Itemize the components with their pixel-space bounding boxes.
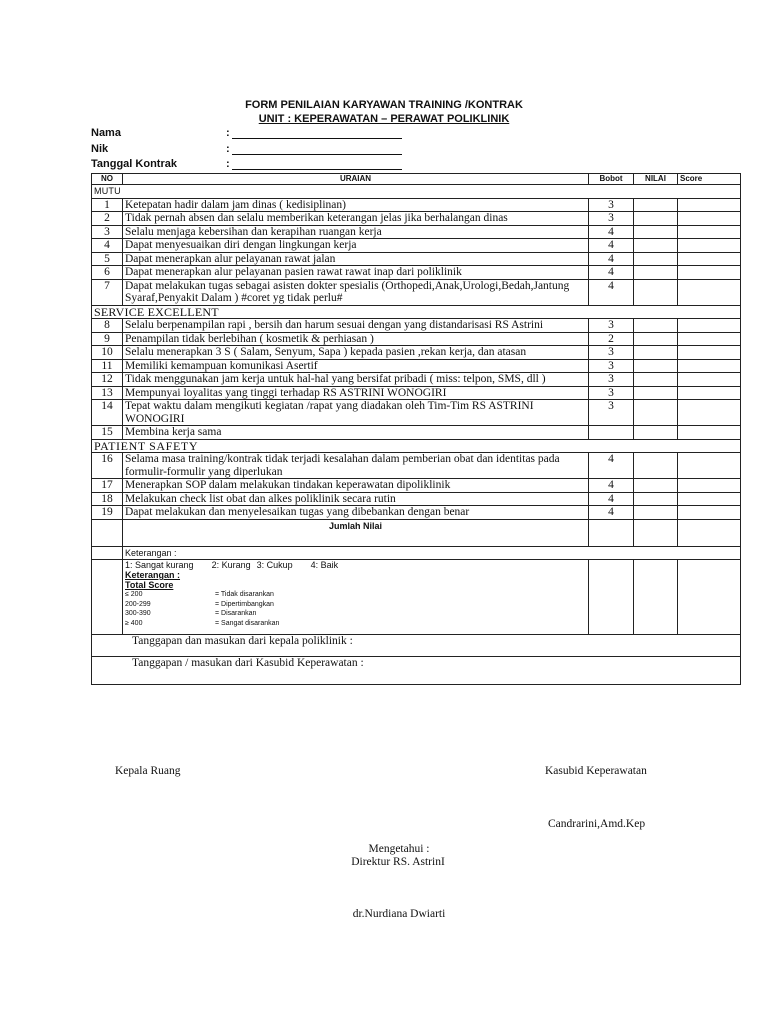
row-score-cell[interactable] (678, 359, 741, 373)
row-nilai-cell[interactable] (634, 400, 678, 426)
jumlah-nilai-cell[interactable] (634, 519, 678, 546)
row-number: 15 (92, 426, 123, 440)
row-bobot: 3 (589, 198, 634, 212)
row-score-cell[interactable] (678, 453, 741, 479)
row-criteria-text: Selama masa training/kontrak tidak terjadi kesalahan dalam pemberian obat dan identitas pada formulir-formulir yang diperlukan (123, 453, 589, 479)
col-header-no: NO (92, 174, 123, 185)
assessment-table (91, 173, 741, 685)
row-criteria-text: Memiliki kemampuan komunikasi Asertif (123, 359, 589, 373)
row-number: 14 (92, 400, 123, 426)
row-criteria-text: Penampilan tidak berlebihan ( kosmetik & perhiasan ) (123, 332, 589, 346)
table-row (92, 386, 741, 400)
row-number: 1 (92, 198, 123, 212)
row-nilai-cell[interactable] (634, 479, 678, 493)
row-nilai-cell[interactable] (634, 453, 678, 479)
row-score-cell[interactable] (678, 319, 741, 333)
jumlah-nilai-row (92, 519, 741, 546)
row-nilai-cell[interactable] (634, 252, 678, 266)
row-bobot: 4 (589, 492, 634, 506)
row-score-cell[interactable] (678, 225, 741, 239)
row-number: 16 (92, 453, 123, 479)
mengetahui-label: Mengetahui : (368, 843, 430, 855)
row-score-cell[interactable] (678, 332, 741, 346)
row-bobot: 3 (589, 359, 634, 373)
field-tanggal-kontrak (91, 158, 411, 172)
row-score-cell[interactable] (678, 252, 741, 266)
row-bobot: 3 (589, 373, 634, 387)
row-nilai-cell[interactable] (634, 373, 678, 387)
row-number: 9 (92, 332, 123, 346)
row-bobot: 4 (589, 506, 634, 520)
row-number: 12 (92, 373, 123, 387)
scale-item: 4: Baik (310, 560, 339, 570)
row-criteria-text: Melakukan check list obat dan alkes poliklinik secara rutin (123, 492, 589, 506)
row-score-cell[interactable] (678, 279, 741, 305)
table-header-row (92, 174, 741, 185)
row-criteria-text: Dapat menyesuaikan diri dengan lingkungan kerja (123, 239, 589, 253)
col-header-uraian: URAIAN (123, 174, 589, 185)
scale-item: 2: Kurang (211, 560, 251, 570)
row-bobot: 4 (589, 479, 634, 493)
section-header-row (92, 185, 741, 199)
row-nilai-cell[interactable] (634, 319, 678, 333)
keterangan-box (123, 560, 589, 635)
row-number: 17 (92, 479, 123, 493)
row-bobot: 4 (589, 266, 634, 280)
row-score-cell[interactable] (678, 198, 741, 212)
row-score-cell[interactable] (678, 479, 741, 493)
section-title: SERVICE EXCELLENT (92, 305, 741, 319)
table-row (92, 252, 741, 266)
row-bobot (589, 426, 634, 440)
keterangan-sub-label: Keterangan : (125, 570, 181, 580)
row-bobot: 4 (589, 279, 634, 305)
col-header-score: Score (678, 174, 741, 185)
keterangan-row (92, 560, 741, 635)
scale-item: 3: Cukup (256, 560, 293, 570)
row-criteria-text: Selalu menerapkan 3 S ( Salam, Senyum, Sapa ) kepada pasien ,rekan kerja, dan atasan (123, 346, 589, 360)
table-row (92, 479, 741, 493)
section-header-row (92, 439, 741, 453)
row-number: 7 (92, 279, 123, 305)
row-score-cell[interactable] (678, 400, 741, 426)
row-score-cell[interactable] (678, 492, 741, 506)
row-criteria-text: Selalu menjaga kebersihan dan kerapihan ruangan kerja (123, 225, 589, 239)
row-bobot: 3 (589, 212, 634, 226)
table-row (92, 453, 741, 479)
table-row (92, 346, 741, 360)
row-score-cell[interactable] (678, 239, 741, 253)
kasubid-name: Candrarini,Amd.Kep (548, 818, 646, 830)
tanggapan-kepala-cell[interactable] (92, 635, 741, 657)
field-nik (91, 143, 411, 157)
criteria-item: ≤ 200 = Tidak disarankan (125, 591, 274, 598)
row-criteria-text: Dapat menerapkan alur pelayanan pasien rawat rawat inap dari poliklinik (123, 266, 589, 280)
row-bobot: 2 (589, 332, 634, 346)
col-header-nilai: NILAI (634, 174, 678, 185)
row-number: 8 (92, 319, 123, 333)
total-score-label: Total Score (125, 580, 174, 590)
row-nilai-cell[interactable] (634, 492, 678, 506)
row-number: 3 (92, 225, 123, 239)
table-row (92, 400, 741, 426)
row-nilai-cell[interactable] (634, 198, 678, 212)
table-row (92, 212, 741, 226)
table-row (92, 198, 741, 212)
section-header-row (92, 305, 741, 319)
jumlah-nilai-label: Jumlah Nilai (123, 519, 589, 546)
criteria-item: 200-299 = Dipertimbangkan (125, 600, 274, 608)
row-score-cell[interactable] (678, 373, 741, 387)
table-row (92, 225, 741, 239)
row-nilai-cell[interactable] (634, 279, 678, 305)
row-bobot: 4 (589, 239, 634, 253)
row-number: 2 (92, 212, 123, 226)
row-criteria-text: Mempunyai loyalitas yang tinggi terhadap RS ASTRINI WONOGIRI (123, 386, 589, 400)
col-header-bobot: Bobot (589, 174, 634, 185)
table-row (92, 319, 741, 333)
field-label: Nik (91, 143, 109, 155)
table-row (92, 492, 741, 506)
table-row (92, 359, 741, 373)
row-nilai-cell[interactable] (634, 212, 678, 226)
scale-item: 1: Sangat kurang (125, 560, 194, 570)
row-bobot: 4 (589, 252, 634, 266)
row-criteria-text: Dapat melakukan tugas sebagai asisten dokter spesialis (Orthopedi,Anak,Urologi,Bedah,Jantung Syaraf,Penyakit Dalam ) #coret yg tidak perlu# (123, 279, 589, 305)
tanggapan-kasubid-cell[interactable] (92, 657, 741, 685)
row-bobot: 4 (589, 453, 634, 479)
row-nilai-cell[interactable] (634, 332, 678, 346)
rating-scale (125, 560, 586, 570)
table-row (92, 373, 741, 387)
row-criteria-text: Selalu berpenampilan rapi , bersih dan harum sesuai dengan yang distandarisasi RS Astrini (123, 319, 589, 333)
row-number: 4 (92, 239, 123, 253)
section-title: PATIENT SAFETY (92, 439, 741, 453)
field-label: Nama (91, 127, 121, 139)
row-criteria-text: Menerapkan SOP dalam melakukan tindakan keperawatan dipoliklinik (123, 479, 589, 493)
row-score-cell[interactable] (678, 506, 741, 520)
tanggapan-kasubid-row (92, 657, 741, 685)
direktur-name: dr.Nurdiana Dwiarti (352, 908, 446, 920)
field-nama (91, 127, 411, 141)
row-nilai-cell[interactable] (634, 225, 678, 239)
field-label: Tanggal Kontrak (91, 158, 177, 170)
form-title: FORM PENILAIAN KARYAWAN TRAINING /KONTRAK (245, 99, 523, 111)
row-criteria-text: Dapat melakukan dan menyelesaikan tugas yang dibebankan dengan benar (123, 506, 589, 520)
tanggapan-kasubid-label: Tanggapan / masukan dari Kasubid Keperawatan : (132, 657, 364, 669)
kasubid-label: Kasubid Keperawatan (545, 765, 647, 777)
row-number: 5 (92, 252, 123, 266)
row-score-cell[interactable] (678, 212, 741, 226)
criteria-list (125, 590, 586, 628)
row-criteria-text: Tidak pernah absen dan selalu memberikan keterangan jelas jika berhalangan dinas (123, 212, 589, 226)
row-nilai-cell[interactable] (634, 266, 678, 280)
table-row (92, 239, 741, 253)
row-nilai-cell[interactable] (634, 346, 678, 360)
field-blank-line[interactable] (232, 169, 402, 170)
row-bobot: 3 (589, 386, 634, 400)
table-row (92, 332, 741, 346)
row-nilai-cell[interactable] (634, 426, 678, 440)
row-criteria-text: Dapat menerapkan alur pelayanan rawat jalan (123, 252, 589, 266)
field-blank-line[interactable] (232, 154, 402, 155)
row-criteria-text: Ketepatan hadir dalam jam dinas ( kedisiplinan) (123, 198, 589, 212)
row-bobot: 3 (589, 400, 634, 426)
row-score-cell[interactable] (678, 426, 741, 440)
table-row (92, 266, 741, 280)
keterangan-label: Keterangan : (123, 546, 741, 560)
criteria-item: ≥ 400 = Sangat disarankan (125, 619, 280, 627)
criteria-item: 300-390 = Disarankan (125, 610, 257, 617)
field-separator: : (226, 127, 230, 139)
row-criteria-text: Membina kerja sama (123, 426, 589, 440)
row-number: 19 (92, 506, 123, 520)
tanggapan-kepala-label: Tanggapan dan masukan dari kepala poliklinik : (132, 635, 353, 647)
row-number: 6 (92, 266, 123, 280)
tanggapan-kepala-row (92, 635, 741, 657)
row-number: 11 (92, 359, 123, 373)
section-title: MUTU (92, 185, 741, 199)
jumlah-score-cell[interactable] (678, 519, 741, 546)
table-row (92, 279, 741, 305)
kepala-ruang-label: Kepala Ruang (115, 765, 181, 777)
row-score-cell[interactable] (678, 266, 741, 280)
row-criteria-text: Tidak menggunakan jam kerja untuk hal-hal yang bersifat pribadi ( miss: telpon, SMS, dll ) (123, 373, 589, 387)
field-separator: : (226, 143, 230, 155)
row-score-cell[interactable] (678, 386, 741, 400)
row-bobot: 4 (589, 225, 634, 239)
row-nilai-cell[interactable] (634, 506, 678, 520)
row-number: 18 (92, 492, 123, 506)
row-bobot: 3 (589, 319, 634, 333)
keterangan-head-row (92, 546, 741, 560)
row-score-cell[interactable] (678, 346, 741, 360)
row-nilai-cell[interactable] (634, 386, 678, 400)
field-blank-line[interactable] (232, 138, 402, 139)
row-number: 13 (92, 386, 123, 400)
jumlah-bobot-cell[interactable] (589, 519, 634, 546)
row-nilai-cell[interactable] (634, 359, 678, 373)
row-number: 10 (92, 346, 123, 360)
table-row (92, 426, 741, 440)
form-subtitle: UNIT : KEPERAWATAN – PERAWAT POLIKLINIK (258, 113, 510, 125)
row-nilai-cell[interactable] (634, 239, 678, 253)
row-criteria-text: Tepat waktu dalam mengikuti kegiatan /rapat yang diadakan oleh Tim-Tim RS ASTRINI WONOGIRI (123, 400, 589, 426)
direktur-label: Direktur RS. AstrinI (351, 856, 445, 868)
table-row (92, 506, 741, 520)
field-separator: : (226, 158, 230, 170)
row-bobot: 3 (589, 346, 634, 360)
